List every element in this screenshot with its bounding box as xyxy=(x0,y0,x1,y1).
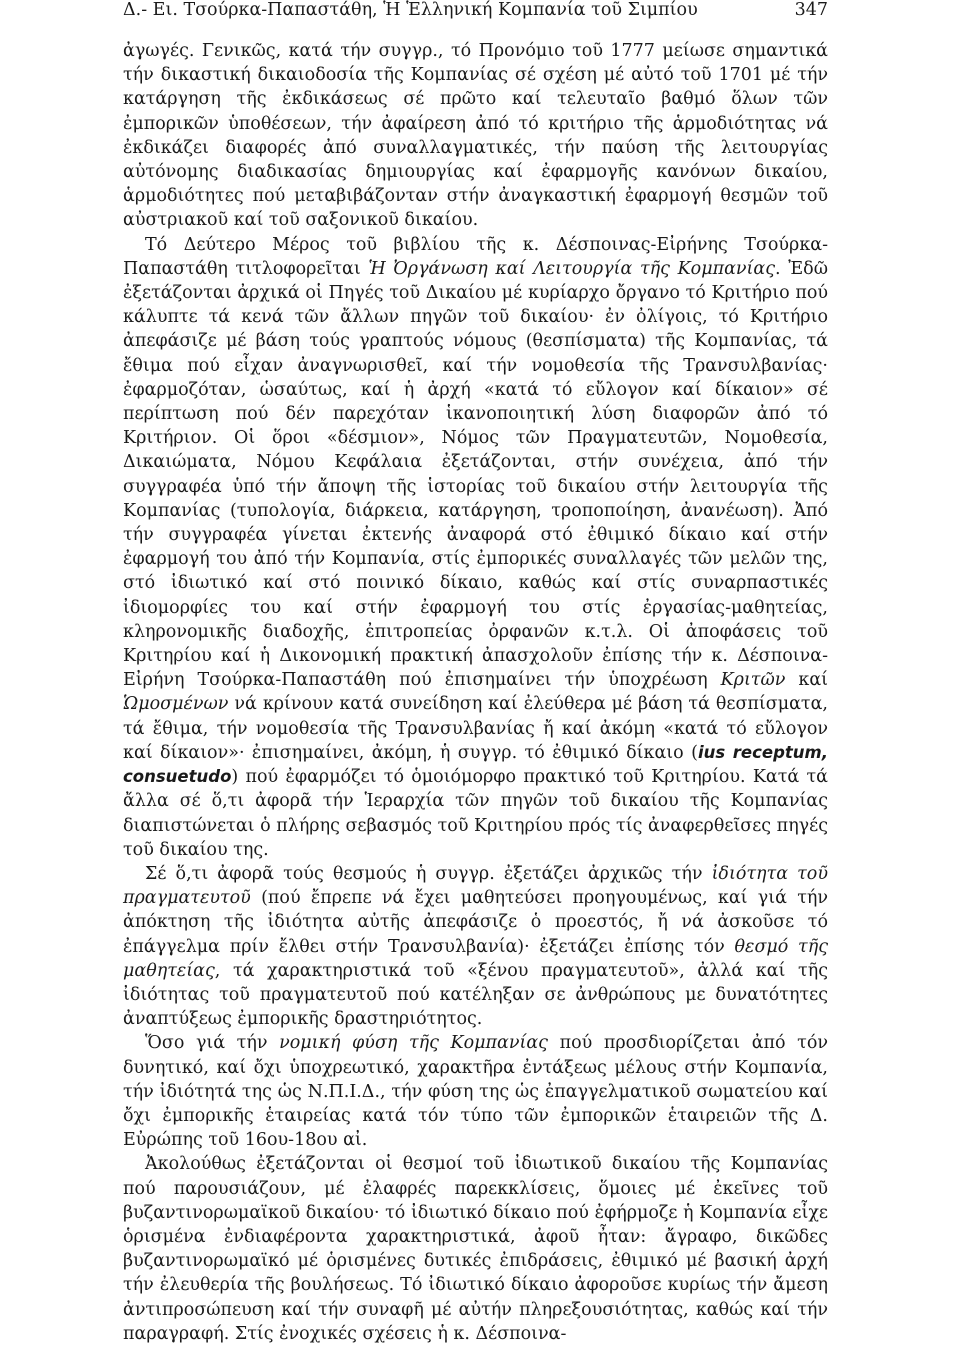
page-header xyxy=(123,0,828,24)
italic-term: Ὡμοσμένων xyxy=(123,694,229,715)
italic-term: Κριτῶν xyxy=(720,670,786,691)
paragraph xyxy=(123,39,828,233)
paragraph xyxy=(123,233,828,862)
text-segment: (πού ἔπρεπε νά ἔχει μαθητεύσει προηγουμένως, καί γιά τήν ἀπόκτηση τῆς ἰδιότητα αὐτῆς ἀπεφάσιζε ὁ προεστός, ἤ νά ἀσκοῦσε τό ἐπάγγελμα πρίν ἔλθει στήν Τρανσυλβανία)· ἐξετάζει ἐπίσης τόν xyxy=(123,888,828,957)
book-title-italic: Ἡ Ὀργάνωση καί Λειτουργία τῆς Κομπανίας xyxy=(368,258,776,279)
paragraph xyxy=(123,862,828,1031)
text-segment: Σέ ὅ,τι ἀφορᾶ τούς θεσμούς ἡ συγγρ. ἐξετάζει ἀρχικῶς τήν xyxy=(145,863,712,884)
text-segment: Τό Δεύτερο Μέρος τοῦ βιβλίου τῆς κ. Δέσποινας-Εἰρήνης Τσούρκα-Παπαστάθη τιτλοφορεῖται xyxy=(123,234,828,279)
italic-term: θεσμό τῆς μαθητείας xyxy=(123,936,829,981)
text-segment: . Ἐδῶ ἐξετάζονται ἀρχικά οἱ Πηγές τοῦ Δικαίου μέ κυρίαρχο ὄργανο τό Κριτήριο πού κάλυπτε τά κενά τῶν ἄλλων πηγῶν τοῦ δικαίου· ἐν ὀλίγοις, τό Κριτήριο ἀπεφάσιζε μέ βάση τούς γραπτούς νόμους (θεσπίσματα) τῆς Κομπανίας, τά ἔθιμα πού εἶχαν ἀναγνωρισθεῖ, καί τήν νομοθεσία τῆς Τρανσυλβανίας· ἐφαρμοζόταν, ὡσαύτως, καί ἡ ἀρχή «κατά τό εὔλογον καί δίκαιον» σέ περίπτωση πού δέν παρεχόταν ἱκανοποιητική λύση διαφορῶν ἀπό τό Κριτήριον. Οἱ ὅροι «δέσμιον», Νόμος τῶν Πραγματευτῶν, Νομοθεσία, Δικαιώματα, Νόμου Κεφάλαια ἐξετάζονται, στήν συνέχεια, ἀπό τήν συγγραφέα ὑπό τήν ἄποψη τῆς ἱστορίας τοῦ δικαίου στήν λειτουργία τῆς Κομπανίας (τυπολογία, διάρκεια, κατάργηση, τροποποίηση, ἀνανέωση). Ἀπό τήν συγγραφέα γίνεται ἐκτενής ἀναφορά στό ἐθιμικό δίκαιο καί στήν ἐφαρμογή του ἀπό τήν Κομπανία, στίς ἐμπορικές συναλλαγές τῶν μελῶν της, στό ἰδιωτικό καί στό ποινικό δίκαιο, καθώς καί στίς συναρπαστικές ἰδιομορφίες του καί στήν ἐφαρμογή του στίς ἐργασίας-μαθητείας, κληρονομικῆς διαδοχῆς, ἐπιτροπείας ὀρφανῶν κ.τ.λ. Οἱ ἀποφάσεις τοῦ Κριτηρίου καί ἡ Δικονομική πρακτική ἀπασχολοῦν ἐπίσης τήν κ. Δέσποινα-Εἰρήνη Τσούρκα-Παπαστάθη πού ἐπισημαίνει τήν ὑποχρέωση xyxy=(123,258,828,691)
text-segment: Ὅσο γιά τήν xyxy=(145,1033,280,1054)
text-segment: Ἀκολούθως ἐξετάζονται οἱ θεσμοί τοῦ ἰδιωτικοῦ δικαίου τῆς Κομπανίας πού παρουσιάζουν, μέ ἐλαφρές παρεκκλίσεις, ὅμοιες μέ ἐκεῖνες τοῦ βυζαντινορωμαϊκοῦ δικαίου· τό ἰδιωτικό δίκαιο πού ἐφήρμοζε ἡ Κομπανία εἶχε ὁρισμένα ἐνδιαφέροντα χαρακτηριστικά, ἀφοῦ ἦταν: ἄγραφο, δικῶδες βυζαντινορωμαϊκό μέ ὁρισμένες δυτικές ἐπιδράσεις, ἐθιμικό μέ βασική ἀρχή τήν ἐλευθερία τῆς βουλήσεως. Τό ἰδιωτικό δίκαιο ἀφοροῦσε κυρίως τήν ἄμεση ἀντιπροσώπευση καί τήν συναφῆ μέ αὐτήν πληρεξουσιότητας, καθώς καί τήν παραγραφή. Στίς ἐνοχικές σχέσεις ἡ κ. Δέσποινα- xyxy=(123,1154,828,1344)
page-number: 347 xyxy=(794,0,828,20)
body-text xyxy=(123,39,828,1346)
italic-term: νομική φύση τῆς Κομπανίας xyxy=(279,1033,548,1054)
text-segment: , τά χαρακτηριστικά τοῦ «ξένου πραγματευτοῦ», ἀλλά καί τῆς ἰδιότητας τοῦ πραγματευτοῦ πού κατέληξαν σε ἀνθρώπους με δυνατότητες ἀναπτύξεως ἐμπορικῆς δραστηριότητος. xyxy=(123,960,828,1030)
paragraph xyxy=(123,1031,828,1152)
latin-term: ius receptum, consuetudo xyxy=(123,742,828,787)
text-segment: νά κρίνουν κατά συνείδηση καί ἐλεύθερα μέ βάση τά θεσπίσματα, τά ἔθιμα, τήν νομοθεσία τῆς Τρανσυλβανίας ἤ καί ἀκόμη «κατά τό εὔλογον καί δίκαιον»· ἐπισημαίνει, ἀκόμη, ἡ συγγρ. τό ἐθιμικό δίκαιο ( xyxy=(123,694,828,763)
text-segment: καί xyxy=(785,670,828,691)
text-segment: ) πού ἐφαρμόζει τό ὁμοιόμορφο πρακτικό τοῦ Κριτηρίου. Κατά τά ἄλλα σέ ὅ,τι ἀφορᾶ τήν Ἱεραρχία τῶν πηγῶν τοῦ δικαίου τῆς Κομπανίας διαπιστώνεται ὁ πλήρης σεβασμός τοῦ Κριτηρίου πρός τίς ἀναφερθεῖσες πηγές τοῦ δικαίου της. xyxy=(123,767,828,860)
running-head: Δ.- Ει. Τσούρκα-Παπαστάθη, Ἡ Ἑλληνική Κομπανία τοῦ Σιμπίου xyxy=(123,0,698,20)
italic-term: ἰδιότητα τοῦ πραγματευτοῦ xyxy=(123,863,828,909)
text-segment: πού προσδιορίζεται ἀπό τόν δυνητικό, καί ὄχι ὑποχρεωτικό, χαρακτῆρα ἐντάξεως μέλους στήν Κομπανία, τήν ἰδιότητά της ὡς Ν.Π.Ι.Δ., τήν φύση της ὡς ἐπαγγελματικοῦ σωματείου καί ὄχι ἐμπορικῆς ἑταιρείας κατά τόν τύπο τῶν ἐμπορικῶν ἑταιρειῶν τῆς Δ. Εὐρώπης τοῦ 16ου-18ου αἰ. xyxy=(123,1033,829,1151)
paragraph xyxy=(123,1152,828,1346)
text-segment: ἀγωγές. Γενικῶς, κατά τήν συγγρ., τό Προνόμιο τοῦ 1777 μείωσε σημαντικά τήν δικαστική δικαιοδοσία τῆς Κομπανίας σέ σχέση μέ αὐτό τοῦ 1701 μέ τήν κατάργηση τῆς ἐκδικάσεως σέ πρῶτο καί τελευταῖο βαθμό ὅλων τῶν ἐμπορικῶν ὑποθέσεων, τήν ἀφαίρεση ἀπό τό κριτήριο τῆς ἁρμοδιότητας νά ἐκδικάζει διαφορές ἀπό συναλλαγματικές, τήν παύση τῆς λειτουργίας αὐτόνομης διαδικασίας δημιουργίας καί ἐφαρμογῆς κανόνων δικαίου, ἁρμοδιότητες πού μεταβιβάζονταν στήν ἀναγκαστική ἐφαρμογή θεσμῶν τοῦ αὐστριακοῦ καί τοῦ σαξονικοῦ δικαίου. xyxy=(123,41,828,231)
